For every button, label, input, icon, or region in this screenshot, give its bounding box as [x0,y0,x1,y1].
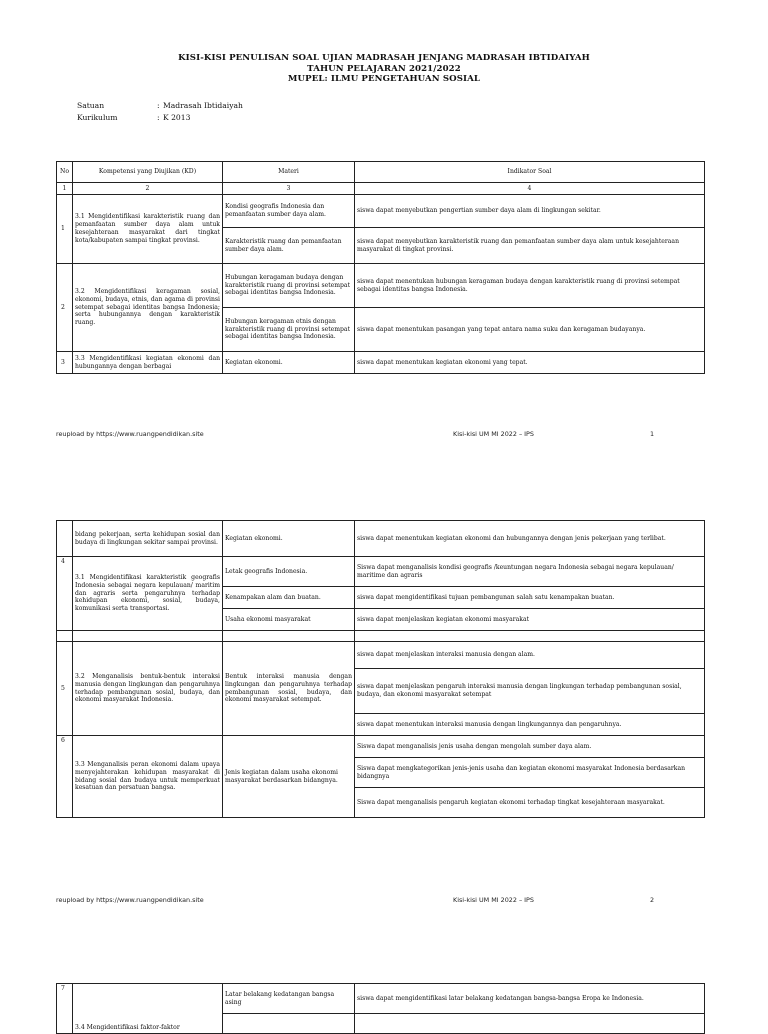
materi-cell: Letak geografis Indonesia. [223,557,355,587]
empty-cell [73,631,223,642]
satuan-row [77,101,243,111]
indikator-cell: Siswa dapat menganalisis kondisi geografis /keuntungan negara Indonesia sebagai negara kepulauan/ maritime dan agraris [355,557,705,587]
document-title [0,53,768,85]
indikator-cell: siswa dapat menjelaskan interaksi manusia dengan alam. [355,642,705,669]
table-row [57,195,705,228]
row-number [57,521,73,557]
footer-title: Kisi-kisi UM MI 2022 – IPS [453,896,534,904]
kisi-table-page-1 [56,161,705,374]
header-no: No [57,162,73,183]
index-4: 4 [355,183,705,195]
kd-cell: 3.1 Mengidentifikasi karakteristik geografis Indonesia sebagai negara kepulauan/ maritim dan agraris serta pengaruhnya terhadap kehidupan ekonomi, sosial, budaya, komunikasi serta transportasi. [73,557,223,631]
row-number: 5 [57,642,73,736]
satuan-label: Satuan [77,101,105,110]
page-3 [0,905,768,1032]
kd-cell: 3.1 Mengidentifikasi karakteristik ruang dan pemanfaatan sumber daya alam untuk kesejahteraan masyarakat dari tingkat kota/kabupaten sampai tingkat provinsi. [73,195,223,264]
kd-cell: 3.3 Mengidentifikasi kegiatan ekonomi dan hubungannya dengan berbagai [73,352,223,374]
row-number: 4 [57,557,73,631]
indikator-cell: siswa dapat menentukan hubungan keragaman budaya dengan karakteristik ruang di provinsi setempat sebagai identitas bangsa Indonesia. [355,264,705,308]
indikator-cell: siswa dapat menjelaskan kegiatan ekonomi masyarakat [355,609,705,631]
indikator-cell: siswa dapat menyebutkan pengertian sumber daya alam di lingkungan sekitar. [355,195,705,228]
materi-cell: Latar belakang kedatangan bangsa asing [223,984,355,1014]
kurikulum-colon: : [157,113,160,122]
indikator-cell: Siswa dapat menganalisis pengaruh kegiatan ekonomi terhadap tingkat kesejahteraan masyarakat. [355,788,705,818]
table-row [57,264,705,308]
empty-cell [223,631,355,642]
materi-cell: Kegiatan ekonomi. [223,521,355,557]
table-row [57,557,705,587]
indikator-cell: siswa dapat menentukan pasangan yang tepat antara nama suku dan keragaman budayanya. [355,308,705,352]
kd-cell: bidang pekerjaan, serta kehidupan sosial dan budaya di lingkungan sekitar sampai provinsi. [73,521,223,557]
row-number: 3 [57,352,73,374]
table-row [57,984,705,1014]
materi-cell: Jenis kegiatan dalam usaha ekonomi masyarakat berdasarkan bidangnya. [223,736,355,818]
indikator-cell: siswa dapat menjelaskan pengaruh interaksi manusia dengan lingkungan terhadap pembangunan sosial, budaya, dan ekonomi masyarakat setempat [355,669,705,714]
materi-cell: Bentuk interaksi manusia dengan lingkungan dan pengaruhnya terhadap pembangunan sosial, budaya, dan ekonomi masyarakat setempat. [223,642,355,736]
table-header-row [57,162,705,183]
header-materi: Materi [223,162,355,183]
index-2: 2 [73,183,223,195]
indikator-cell: siswa dapat menentukan kegiatan ekonomi yang tepat. [355,352,705,374]
footer-source: reupload by https://www.ruangpendidikan.site [56,896,204,904]
table-index-row [57,183,705,195]
indikator-cell: siswa dapat mengidentifikasi latar belakang kedatangan bangsa-bangsa Eropa ke Indonesia. [355,984,705,1014]
table-row [57,631,705,642]
indikator-cell: siswa dapat menyebutkan karakteristik ruang dan pemanfaatan sumber daya alam untuk kesejahteraan masyarakat di tingkat provinsi. [355,228,705,264]
table-row [57,736,705,758]
table-row [57,521,705,557]
row-number: 6 [57,736,73,818]
header-indikator: Indikator Soal [355,162,705,183]
table-row [57,352,705,374]
page-1 [0,0,768,445]
satuan-colon: : [157,101,160,110]
kd-cell: 3.2 Mengidentifikasi keragaman sosial, ekonomi, budaya, etnis, dan agama di provinsi setempat sebagai identitas bangsa Indonesia; serta hubungannya dengan karakteristik ruang. [73,264,223,352]
index-1: 1 [57,183,73,195]
materi-cell: Kegiatan ekonomi. [223,352,355,374]
kurikulum-row [77,113,190,123]
kd-cell: 3.2 Menganalisis bentuk-bentuk interaksi manusia dengan lingkungan dan pengaruhnya terhadap pembangunan sosial, budaya, dan ekonomi masyarakat Indonesia. [73,642,223,736]
title-line-1: KISI-KISI PENULISAN SOAL UJIAN MADRASAH JENJANG MADRASAH IBTIDAIYAH [178,53,590,63]
header-kd: Kompetensi yang Diujikan (KD) [73,162,223,183]
footer-source: reupload by https://www.ruangpendidikan.site [56,430,204,438]
row-number: 1 [57,195,73,264]
materi-cell: Usaha ekonomi masyarakat [223,609,355,631]
indikator-cell: Siswa dapat menganalisis jenis usaha dengan mengolah sumber daya alam. [355,736,705,758]
footer-title: Kisi-kisi UM MI 2022 – IPS [453,430,534,438]
satuan-value: Madrasah Ibtidaiyah [163,101,243,110]
materi-cell: Hubungan keragaman etnis dengan karakteristik ruang di provinsi setempat sebagai identitas bangsa Indonesia. [223,308,355,352]
materi-cell: Kenampakan alam dan buatan. [223,587,355,609]
footer-page-number: 2 [650,896,655,904]
empty-cell [57,631,73,642]
kisi-table-page-2 [56,520,705,818]
kurikulum-value: K 2013 [163,113,191,122]
footer-page-number: 1 [650,430,655,438]
materi-cell: Hubungan keragaman budaya dengan karakteristik ruang di provinsi setempat sebagai identitas bangsa Indonesia. [223,264,355,308]
row-number: 7 [57,984,73,1034]
materi-cell: Kondisi geografis Indonesia dan pemanfaatan sumber daya alam. [223,195,355,228]
indikator-cell: siswa dapat menentukan interaksi manusia dengan lingkungannya dan pengaruhnya. [355,714,705,736]
indikator-cell: Siswa dapat mengkategorikan jenis-jenis usaha dan kegiatan ekonomi masyarakat Indonesia berdasarkan bidangnya [355,758,705,788]
kd-cell: 3.4 Mengidentifikasi faktor-faktor [73,984,223,1034]
materi-cell: Karakteristik ruang dan pemanfaatan sumber daya alam. [223,228,355,264]
kisi-table-page-3 [56,983,705,1034]
row-number: 2 [57,264,73,352]
page-2 [0,445,768,905]
kurikulum-label: Kurikulum [77,113,118,122]
indikator-cell: siswa dapat menentukan kegiatan ekonomi dan hubungannya dengan jenis pekerjaan yang terlibat. [355,521,705,557]
index-3: 3 [223,183,355,195]
empty-cell [355,631,705,642]
table-row [57,642,705,669]
kd-cell: 3.3 Menganalisis peran ekonomi dalam upaya menyejahterakan kehidupan masyarakat di bidang sosial dan budaya untuk memperkuat kesatuan dan persatuan bangsa. [73,736,223,818]
title-line-2: TAHUN PELAJARAN 2021/2022 [307,63,461,74]
indikator-cell: siswa dapat mengidentifikasi tujuan pembangunan salah satu kenampakan buatan. [355,587,705,609]
title-line-3: MUPEL: ILMU PENGETAHUAN SOSIAL [287,74,481,84]
